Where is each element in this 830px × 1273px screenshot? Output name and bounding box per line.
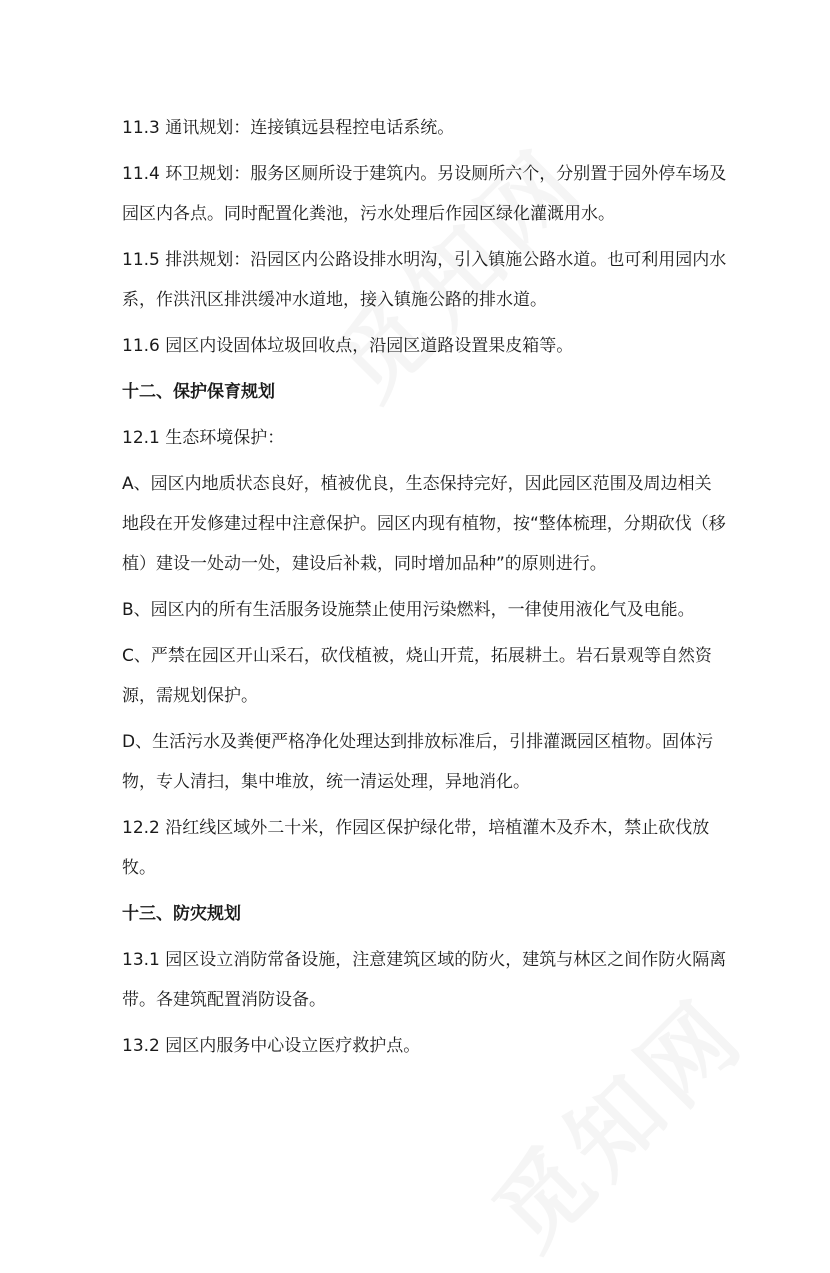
paragraph-13-2: 13.2 园区内服务中心设立医疗救护点。	[122, 1036, 421, 1056]
section-heading-12: 十二、保护保育规划	[122, 382, 275, 402]
paragraph-12-2-line-1: 12.2 沿红线区域外二十米，作园区保护绿化带，培植灌木及乔木，禁止砍伐放	[122, 818, 710, 838]
paragraph-13-1-line-2: 带。各建筑配置消防设备。	[122, 990, 326, 1010]
paragraph-11-5-line-1: 11.5 排洪规划：沿园区内公路设排水明沟，引入镇施公路水道。也可利用园内水	[122, 250, 727, 270]
paragraph-c-line-1: C、严禁在园区开山采石，砍伐植被，烧山开荒，拓展耕土。岩石景观等自然资	[122, 646, 712, 666]
paragraph-12-1: 12.1 生态环境保护：	[122, 428, 285, 448]
paragraph-d-line-1: D、生活污水及粪便严格净化处理达到排放标准后，引排灌溉园区植物。固体污	[122, 732, 714, 752]
paragraph-11-6: 11.6 园区内设固体垃圾回收点，沿园区道路设置果皮箱等。	[122, 336, 574, 356]
paragraph-a-line-1: A、园区内地质状态良好，植被优良，生态保持完好，因此园区范围及周边相关	[122, 474, 712, 494]
paragraph-11-5-line-2: 系，作洪汛区排洪缓冲水道地，接入镇施公路的排水道。	[122, 290, 547, 310]
paragraph-b: B、园区内的所有生活服务设施禁止使用污染燃料，一律使用液化气及电能。	[122, 600, 695, 620]
paragraph-12-2-line-2: 牧。	[122, 858, 156, 878]
document-body	[122, 108, 727, 1066]
paragraph-c-line-2: 源，需规划保护。	[122, 686, 258, 706]
paragraph-13-1-line-1: 13.1 园区设立消防常备设施，注意建筑区域的防火，建筑与林区之间作防火隔离	[122, 950, 727, 970]
paragraph-11-3: 11.3 通讯规划：连接镇远县程控电话系统。	[122, 118, 455, 138]
paragraph-11-4-line-2: 园区内各点。同时配置化粪池，污水处理后作园区绿化灌溉用水。	[122, 204, 615, 224]
paragraph-11-4-line-1: 11.4 环卫规划：服务区厕所设于建筑内。另设厕所六个，分别置于园外停车场及	[122, 164, 727, 184]
paragraph-a-line-2: 地段在开发修建过程中注意保护。园区内现有植物，按“整体梳理，分期砍伐（移	[122, 514, 726, 534]
paragraph-d-line-2: 物，专人清扫，集中堆放，统一清运处理，异地消化。	[122, 772, 530, 792]
paragraph-a-line-3: 植）建设一处动一处，建设后补栽，同时增加品种”的原则进行。	[122, 554, 607, 574]
section-heading-13: 十三、防灾规划	[122, 904, 241, 924]
